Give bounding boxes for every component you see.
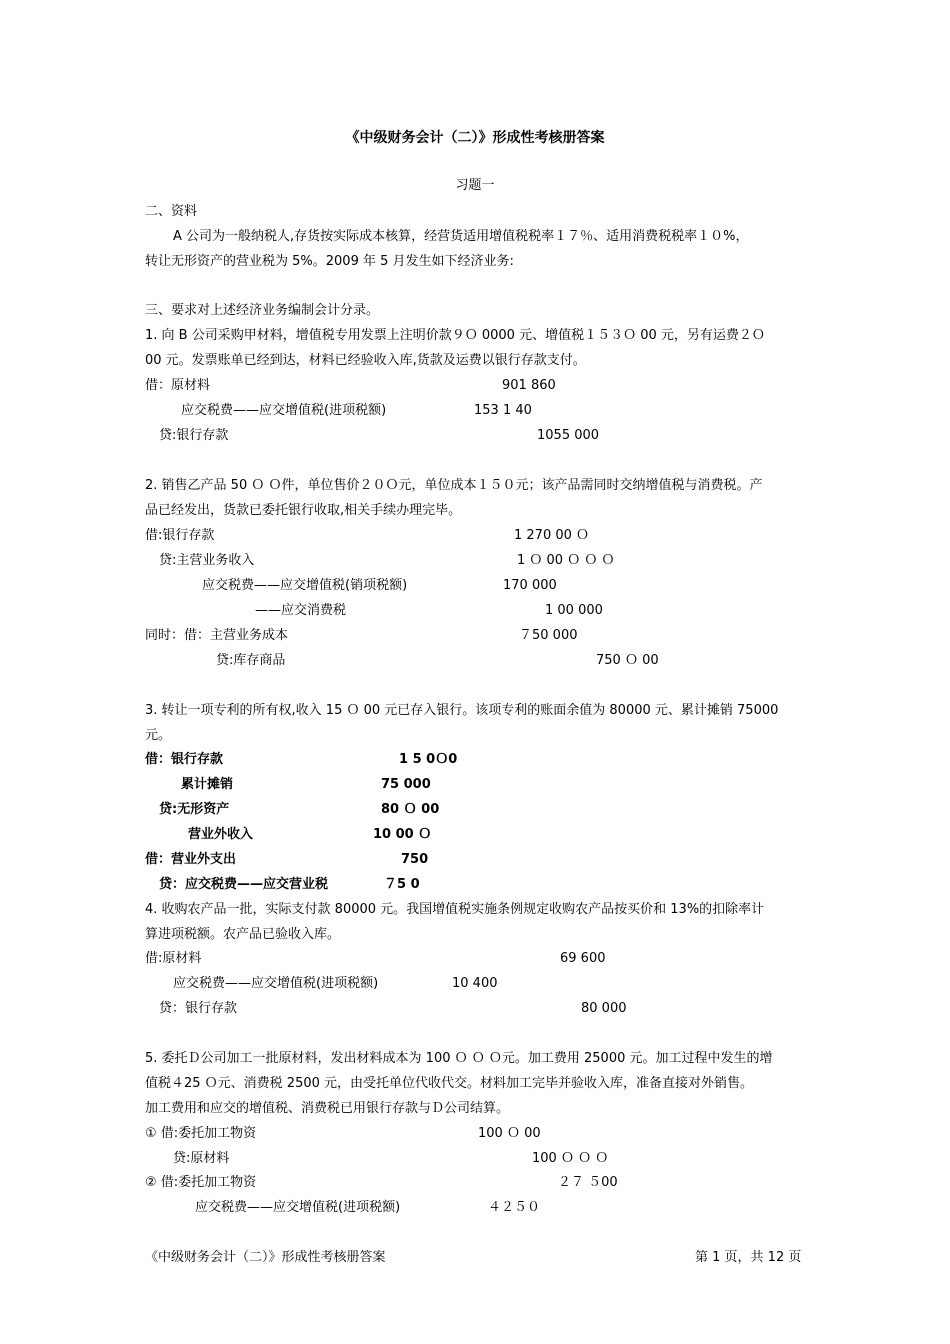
entry-label: ② 借:委托加工物资 — [145, 1175, 257, 1190]
entry-amount: 750 Ｏ 00 — [596, 653, 659, 668]
entry-amount: 1 Ｏ 00 Ｏ Ｏ Ｏ — [517, 553, 615, 568]
question-2-line2: 品已经发出，货款已委托银行收取,相关手续办理完毕。 — [145, 503, 462, 518]
footer-title: 《中级财务会计（二）》形成性考核册答案 — [145, 1250, 386, 1265]
entry-label: 贷:主营业务收入 — [159, 553, 255, 568]
entry-label: 同时：借：主营业务成本 — [145, 628, 289, 643]
entry-amount: 75 000 — [381, 777, 431, 792]
question-4-line1: 4. 收购农产品一批，实际支付款 80000 元。我国增值税实施条例规定收购农产品按买价和 13%的扣除率计 — [145, 902, 765, 917]
entry-label: 借：原材料 — [145, 378, 211, 393]
entry-label: ① 借:委托加工物资 — [145, 1126, 257, 1141]
entry-label: 营业外收入 — [188, 827, 254, 842]
exercise-heading: 习题一 — [455, 178, 495, 193]
question-4-line2: 算进项税额。农产品已验收入库。 — [145, 927, 341, 942]
section-2-heading: 二、资料 — [145, 204, 198, 219]
entry-label: 贷:库存商品 — [216, 653, 286, 668]
entry-amount: 1 00 000 — [545, 603, 603, 618]
entry-label: 贷:原材料 — [173, 1151, 230, 1166]
question-3-line2: 元。 — [145, 728, 172, 743]
question-5-line2: 值税４25 Ｏ元、消费税 2500 元，由受托单位代收代交。材料加工完毕并验收入库，准备直接对外销售。 — [145, 1076, 754, 1091]
entry-amount: ２７ ５00 — [558, 1175, 618, 1190]
entry-amount: 10 400 — [452, 976, 498, 991]
question-5-line1: 5. 委托Ｄ公司加工一批原材料，发出材料成本为 100 Ｏ Ｏ Ｏ元。加工费用 25000 元。加工过程中发生的增 — [145, 1051, 773, 1066]
entry-label: 应交税费——应交增值税(进项税额) — [173, 976, 379, 991]
entry-label: 应交税费——应交增值税(进项税额) — [181, 403, 387, 418]
question-1-line1: 1. 向 B 公司采购甲材料，增值税专用发票上注明价款９Ｏ 0000 元、增值税１５３Ｏ 00 元，另有运费２Ｏ — [145, 328, 765, 343]
entry-amount: 170 000 — [503, 578, 557, 593]
entry-label: 应交税费——应交增值税(销项税额) — [202, 578, 408, 593]
question-1-line2: 00 元。发票账单已经到达，材料已经验收入库,货款及运费以银行存款支付。 — [145, 353, 586, 368]
entry-label: 借:原材料 — [145, 951, 202, 966]
section-3-heading: 三、要求对上述经济业务编制会计分录。 — [145, 303, 380, 318]
section-2-para-line2: 转让无形资产的营业税为 5%。2009 年 5 月发生如下经济业务: — [145, 254, 514, 269]
question-5-line3: 加工费用和应交的增值税、消费税已用银行存款与Ｄ公司结算。 — [145, 1101, 510, 1116]
entry-label: 借：银行存款 — [145, 752, 224, 767]
entry-label: 应交税费——应交增值税(进项税额) — [195, 1200, 401, 1215]
entry-amount: 100 Ｏ Ｏ Ｏ — [532, 1151, 609, 1166]
section-2-para-line1: A 公司为一般纳税人,存货按实际成本核算，经营货适用增值税税率１７％、适用消费税税率１０%， — [173, 229, 749, 244]
entry-amount: 750 — [401, 852, 429, 867]
entry-amount: 80 Ｏ 00 — [381, 802, 440, 817]
entry-amount: ４２５０ — [488, 1200, 541, 1215]
entry-label: 贷:银行存款 — [159, 428, 229, 443]
entry-amount: 80 000 — [581, 1001, 627, 1016]
entry-amount: 1055 000 — [537, 428, 600, 443]
entry-amount: ７50 000 — [519, 628, 578, 643]
entry-label: 借:银行存款 — [145, 528, 215, 543]
entry-amount: 10 00 Ｏ — [373, 827, 432, 842]
entry-label: ——应交消费税 — [255, 603, 347, 618]
question-2-line1: 2. 销售乙产品 50 Ｏ Ｏ件，单位售价２０Ｏ元，单位成本１５０元；该产品需同时交纳增值税与消费税。产 — [145, 478, 763, 493]
entry-label: 贷:无形资产 — [159, 802, 230, 817]
page-number: 第 1 页，共 12 页 — [695, 1250, 802, 1265]
entry-amount: 901 860 — [502, 378, 556, 393]
page-title: 《中级财务会计（二）》形成性考核册答案 — [345, 130, 605, 146]
question-3-line1: 3. 转让一项专利的所有权,收入 15 Ｏ 00 元已存入银行。该项专利的账面余值为 80000 元、累计摊销 75000 — [145, 703, 779, 718]
entry-amount: 1 270 00 Ｏ — [514, 528, 590, 543]
entry-label: 借：营业外支出 — [145, 852, 237, 867]
entry-amount: 100 Ｏ 00 — [478, 1126, 541, 1141]
entry-label: 累计摊销 — [181, 777, 234, 792]
entry-label: 贷：应交税费——应交营业税 — [159, 877, 329, 892]
entry-amount: 69 600 — [560, 951, 606, 966]
entry-amount: 1 5 0Ｏ0 — [399, 752, 458, 767]
entry-amount: ７5 0 — [384, 877, 420, 892]
entry-amount: 153 1 40 — [474, 403, 532, 418]
entry-label: 贷：银行存款 — [159, 1001, 238, 1016]
